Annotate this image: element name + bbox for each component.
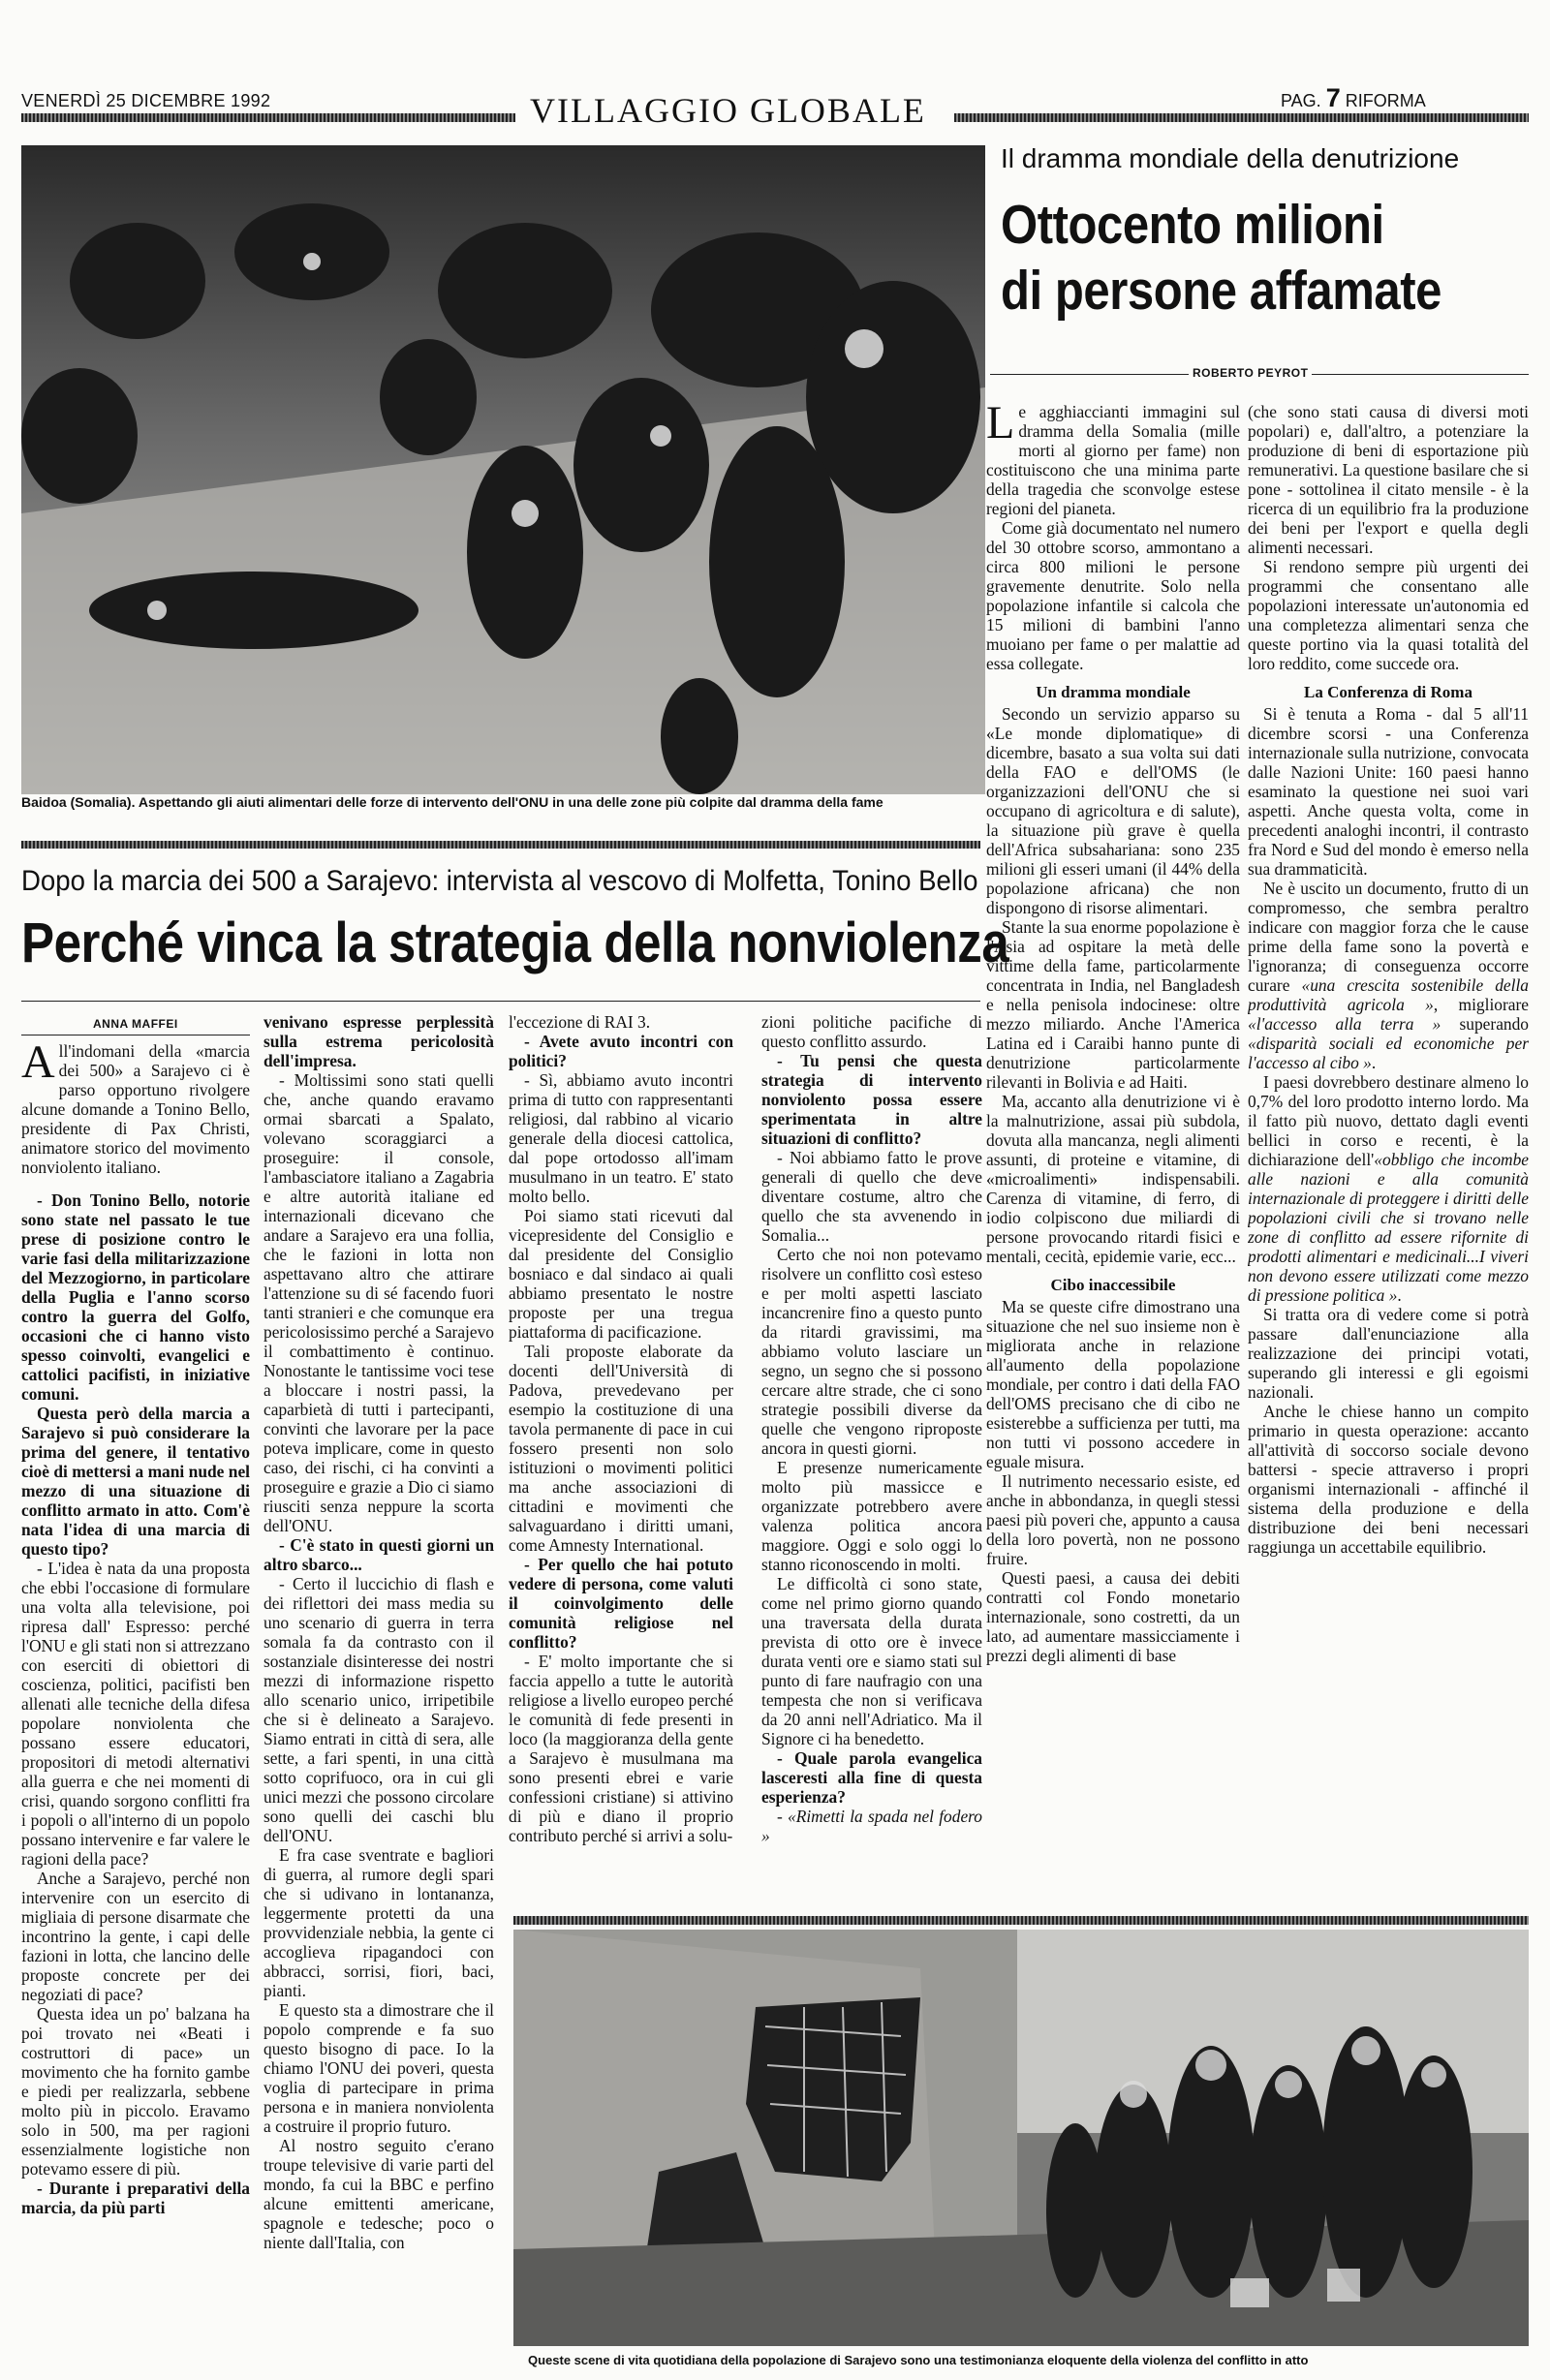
subheading: La Conferenza di Roma [1304, 683, 1472, 701]
photo-caption-sarajevo: Queste scene di vita quotidiana della popolazione di Sarajevo sono una testimonianza eloquente della violenza del conflitto in atto [528, 2353, 1309, 2367]
paragraph: Stante la sua enorme popolazione è l'Asia ad ospitare la metà delle vittime della fame, particolarmente concentrata in India, nel Bangladesh e nella penisola indocinese: oltre mezzo miliardo. Anche l'America Latina ed i Caraibi hanno punte di denutrizione particolarmente rilevanti in Bolivia e ad Haiti. [986, 917, 1240, 1092]
paragraph: Tali proposte elaborate da docenti dell'Università di Padova, prevedevano per esempio la costituzione di una tavola permanente di pace in cui fossero presenti non solo istituzioni o movimenti politici ma anche associazioni di cittadini e movimenti che salvaguardano i diritti umani, come Amnesty International. [509, 1342, 733, 1555]
story2-byline: ANNA MAFFEI [93, 1017, 178, 1031]
paragraph: - Sì, abbiamo avuto incontri prima di tutto con rappresentanti religiosi, dal rabbino al vicario generale della diocesi cattolica, dal pope ortodosso all'imam musulmano in un teatro. E' stato molto bello. [509, 1070, 733, 1206]
paragraph: (che sono stati causa di diversi moti popolari) e, dall'altro, a potenziare la produzione di beni di esportazione più remunerativi. La questione basilare che si pone - sottolinea il citato mensile - è la ricerca di un equilibrio fra la produzione dei beni per l'export e quella degli alimenti necessari. [1248, 402, 1529, 557]
photo-top-rule [513, 1916, 1529, 1925]
story2-kicker: Dopo la marcia dei 500 a Sarajevo: intervista al vescovo di Molfetta, Tonino Bello [21, 865, 978, 897]
paragraph: - Certo il luccichio di flash e dei riflettori dei mass media su uno scenario di guerra in terra somala fa da contrasto con il sostanziale disinteresse dei nostri mezzi di informazione rispetto allo scenario unico, irripetibile che si è delineato a Sarajevo. Siamo entrati in città di sera, alle sette, a fari spenti, in una città sotto coprifuoco, ora in cui gli unici mezzi che possono circolare sono quelli dei caschi blu dell'ONU. [264, 1574, 494, 1845]
section-masthead: VILLAGGIO GLOBALE [518, 90, 938, 131]
story2-column-1 [21, 1041, 250, 2378]
paper-name: RIFORMA [1345, 91, 1426, 110]
story2-column-2 [264, 1012, 494, 2378]
paragraph: Si è tenuta a Roma - dal 5 all'11 dicembre scorsi - una Conferenza internazionale sulla nutrizione, convocata dalle Nazioni Unite: 160 paesi hanno esaminato la questione nei suoi vari aspetti. Anche questa volta, come in precedenti analoghi incontri, il contrasto fra Nord e Sud del mondo è emerso nella sua drammaticità. [1248, 704, 1529, 879]
story2-column-4 [761, 1012, 982, 1908]
paragraph: Come già documentato nel numero del 30 ottobre scorso, ammontano a circa 800 milioni le persone gravemente denutrite. Solo nella popolazione infantile si calcola che 15 milioni di bambini l'anno muoiano per fame o per malattie ad essa collegate. [986, 518, 1240, 673]
paragraph: Al nostro seguito c'erano troupe televisive di varie parti del mondo, fa cui la BBC e perfino alcune emittenti americane, spagnole e tedesche; poco o niente dall'Italia, con [264, 2136, 494, 2252]
question: - Don Tonino Bello, notorie sono state nel passato le tue prese di posizione contro le varie fasi della militarizzazione del Mezzogiorno, in particolare della Puglia e l'anno scorso contro la guerra del Golfo, occasioni che ci hanno visto spesso coinvolti, evangelici e cattolici pacifisti, in iniziative comuni. [21, 1190, 250, 1404]
paragraph: Anche a Sarajevo, perché non intervenire con un esercito di migliaia di persone disarmate che incontrino la gente, i capi delle fazioni in lotta, che lancino delle proposte concrete per dei negoziati di pace? [21, 1869, 250, 2004]
paragraph: Ma se queste cifre dimostrano una situazione che nel suo insieme non è migliorata anche in relazione all'aumento della popolazione mondiale, per contro i dati della FAO dell'OMS precisano che di cibo ne esisterebbe a sufficienza per tutti, ma non tutti vi possono accedere in eguale misura. [986, 1297, 1240, 1471]
paragraph: Anche le chiese hanno un compito primario in questa operazione: accanto all'attività di soccorso sociale devono battersi - specie attraverso i propri organismi internazionali - affinché il sistema della produzione e della distribuzione dei beni necessari raggiunga un accettabile equilibrio. [1248, 1402, 1529, 1557]
story2-headline: Perché vinca la strategia della nonviolenza [21, 912, 1009, 974]
question: - Quale parola evangelica lasceresti alla fine di questa esperienza? [761, 1748, 982, 1807]
story2-column-3 [509, 1012, 733, 1908]
story2-lead-paragraph: All'indomani della «marcia dei 500» a Sarajevo ci è parso opportuno rivolgere alcune domande a Tonino Bello, presidente di Pax Christi, animatore storico del movimento nonviolento italiano. [21, 1041, 250, 1177]
story1-byline: ROBERTO PEYROT [1189, 366, 1312, 380]
page-prefix: PAG. [1281, 91, 1321, 110]
question: - Durante i preparativi della marcia, da più parti [21, 2179, 250, 2217]
paragraph: - E' molto importante che si faccia appello a tutte le autorità religiose a livello europeo perché le comunità di fede presenti in loco (la maggioranza della gente a Sarajevo è musulmana ma sono presenti ebrei e varie confessioni cristiane) si attivino di più e diano il proprio contributo perché si arrivi a solu- [509, 1652, 733, 1845]
question: Questa però della marcia a Sarajevo si può considerare la prima del genere, il tentativo cioè di mettersi a mani nude nel mezzo di una situazione di conflitto armato in atto. Com'è nata l'idea di una marcia di questo tipo? [21, 1404, 250, 1559]
drop-cap: L [986, 402, 1015, 448]
story2-head-rule [21, 1001, 980, 1002]
photo-baidoa [21, 145, 985, 794]
paragraph: - L'idea è nata da una proposta che ebbi l'occasione di formulare una volta alla televisione, poi ripresa dall' Espresso: perché l'ONU e gli stati non si attrezzano con eserciti di obiettori di coscienza, politici, pacifisti ben allenati alle tecniche della difesa popolare nonviolenta che possano essere educatori, propositori di metodi alternativi alla guerra e che nei momenti di crisi, quando sorgono conflitti fra i popoli o all'interno di un popolo possano intervenire e far valere le ragioni della pace? [21, 1559, 250, 1869]
paragraph: Questi paesi, a causa dei debiti contratti col Fondo monetario internazionale, sono costretti, da un lato, ad aumentare massicciamente i prezzi degli alimenti di base [986, 1568, 1240, 1665]
paragraph: E fra case sventrate e bagliori di guerra, al rumore degli spari che si udivano in lontananza, leggermente protetti da una provvidenziale nebbia, la gente ci accoglieva ripagandoci con abbracci, sorrisi, fiori, baci, pianti. [264, 1845, 494, 2000]
paragraph: l'eccezione di RAI 3. [509, 1012, 651, 1032]
story1-kicker: Il dramma mondiale della denutrizione [1001, 143, 1460, 173]
paragraph: Ne è uscito un documento, frutto di un compromesso, che sembra peraltro indicare con maggior forza che le cause prime della fame sono la povertà e l'ignoranza; di conseguenza occorre curare «una crescita sostenibile della produttività agricola », migliorare «l'accesso alla terra » superando «disparità sociali ed economiche per l'accesso al cibo ». [1248, 879, 1529, 1072]
question: venivano espresse perplessità sulla estrema pericolosità dell'impresa. [264, 1012, 494, 1070]
paragraph: Le difficoltà ci sono state, come nel primo giorno quando una traversata della durata prevista di otto ore è invece durata venti ore e siamo stati sul punto di fare naufragio con una tempesta che non si verificava da 20 anni nell'Adriatico. Ma il Signore ci ha benedetto. [761, 1574, 982, 1748]
masthead-rule-left [21, 113, 515, 122]
paragraph: - Moltissimi sono stati quelli che, anche quando eravamo ormai sbarcati a Spalato, volevano scoraggiarci a proseguire: il console, l'ambasciatore italiano a Zagabria e altre autorità italiane ed internazionali dicevano che andare a Sarajevo era una follia, che le fazioni in lotta non aspettavano altro che attirare l'attenzione su di sé facendo fuori tanti stranieri e che comunque era pericolosissimo perché a Sarajevo il combattimento è continuo. Nonostante le tantissime voci tese a bloccare i nostri passi, la caparbietà di tutti i partecipanti, convinti che lavorare per la pace poteva implicare, come in questo caso, dei rischi, ci ha convinti a proseguire e grazie a Dio ci siamo riusciti senza neppure la scorta dell'ONU. [264, 1070, 494, 1535]
paragraph: E presenze numericamente molto più massicce e organizzate potrebbero avere valenza politica ancora maggiore. Oggi e solo oggi lo stanno riconoscendo in molti. [761, 1458, 982, 1574]
paragraph: Poi siamo stati ricevuti dal vicepresidente del Consiglio e dal presidente del Consiglio bosniaco e dal sindaco ai quali abbiamo presentato le nostre proposte per una tregua piattaforma di pacificazione. [509, 1206, 733, 1342]
paragraph: Ma, accanto alla denutrizione vi è la malnutrizione, assai più subdola, dovuta alla mancanza, negli alimenti assunti, di proteine e vitamine, di «microalimenti» indispensabili. Carenza di vitamine, di ferro, di iodio colpiscono due miliardi di persone provocando ritardi fisici e mentali, cecità, epidemie varie, ecc... [986, 1092, 1240, 1266]
paragraph: Questa idea un po' balzana ha poi trovato nei «Beati i costruttori di pace» un movimento che ha fornito gambe e piedi per realizzarla, sebbene molto più in piccolo. Eravamo solo in 500, ma per ragioni essenzialmente logistiche non potevamo essere di più. [21, 2004, 250, 2179]
photo-baidoa-graphic [21, 145, 985, 794]
subheading: Un dramma mondiale [1036, 683, 1191, 701]
masthead-rule-right [954, 113, 1529, 122]
question: - C'è stato in questi giorni un altro sbarco... [264, 1535, 494, 1574]
paragraph: Si rendono sempre più urgenti dei programmi che consentano alle popolazioni interessate un'autonomia ed una completezza alimentari senza che queste portino via la quasi totalità del loro reddito, come succede ora. [1248, 557, 1529, 673]
story1-lead-paragraph: Le agghiaccianti immagini sul dramma della Somalia (mille morti al giorno per fame) non costituiscono che una minima parte della tragedia che sconvolge estese regioni del pianeta. [986, 402, 1240, 518]
photo-sarajevo [513, 1930, 1529, 2346]
paragraph: - «Rimetti la spada nel fodero » [761, 1807, 982, 1845]
story1-headline-line1: Ottocento milioni [1001, 194, 1384, 256]
story1-column-1 [986, 402, 1240, 1899]
story1-column-2 [1248, 402, 1529, 1899]
paragraph: zioni politiche pacifiche di questo conflitto assurdo. [761, 1012, 982, 1051]
paragraph: E questo sta a dimostrare che il popolo comprende e fa suo questo bisogno di pace. Io la chiamo l'ONU dei poveri, questa voglia di partecipare in prima persona e in maniera nonviolenta a costruire il proprio futuro. [264, 2000, 494, 2136]
section-divider [21, 841, 980, 849]
drop-cap: A [21, 1041, 55, 1088]
paragraph: Si tratta ora di vedere come si potrà passare dall'enunciazione alla realizzazione dei principi votati, superando gli interessi e gli egoismi nazionali. [1248, 1305, 1529, 1402]
question: - Per quello che hai potuto vedere di persona, come valuti il coinvolgimento delle comunità religiose nel conflitto? [509, 1555, 733, 1652]
question: - Tu pensi che questa strategia di intervento nonviolento possa essere sperimentata in altre situazioni di conflitto? [761, 1051, 982, 1148]
paragraph: Il nutrimento necessario esiste, ed anche in abbondanza, in quegli stessi paesi più poveri che, appunto a causa della loro povertà, non ne possono fruire. [986, 1471, 1240, 1568]
subheading: Cibo inaccessibile [1050, 1276, 1176, 1294]
page-number: 7 [1325, 83, 1341, 112]
paragraph: - Noi abbiamo fatto le prove generali di quello che deve diventare costume, altro che quello che sta avvenendo in Somalia... [761, 1148, 982, 1245]
issue-date: VENERDÌ 25 DICEMBRE 1992 [21, 91, 271, 110]
paragraph: Secondo un servizio apparso su «Le monde diplomatique» di dicembre, basato a sua volta sui dati della FAO e dell'OMS (le organizzazioni dell'ONU che si occupano di agricoltura e di salute), la situazione più grave è quella dell'Africa subsahariana: sono 235 milioni gli esseri umani (il 44% della popolazione africana) che non dispongono di risorse alimentari. [986, 704, 1240, 917]
page-info [1281, 83, 1426, 113]
question: - Avete avuto incontri con politici? [509, 1032, 733, 1070]
story1-headline [1001, 192, 1468, 324]
story1-headline-line2: di persone affamate [1001, 260, 1442, 322]
paragraph: Certo che noi non potevamo risolvere un conflitto così esteso e per molti aspetti lasciato incancrenire fino a questo punto da ritardi gravissimi, ma abbiamo voluto lasciare un segno, un segno che si possono cercare altre strade, che ci sono strategie possibili diverse da quelle che vengono riproposte ancora in questi giorni. [761, 1245, 982, 1458]
paragraph: I paesi dovrebbero destinare almeno lo 0,7% del loro prodotto interno lordo. Ma il fatto più nuovo, dettato dagli eventi bellici in corso e recenti, è la dichiarazione dell'«obbligo che incombe alle nazioni e alla comunità internazionale di proteggere i diritti delle popolazioni civili che si trovano nelle zone di conflitto ad essere rifornite di prodotti alimentari e medicinali...I viveri non devono essere utilizzati come mezzo di pressione politica ». [1248, 1072, 1529, 1305]
photo-caption-baidoa: Baidoa (Somalia). Aspettando gli aiuti alimentari delle forze di intervento dell'ONU in una delle zone più colpite dal dramma della fame [21, 794, 884, 810]
photo-sarajevo-graphic [513, 1930, 1529, 2346]
